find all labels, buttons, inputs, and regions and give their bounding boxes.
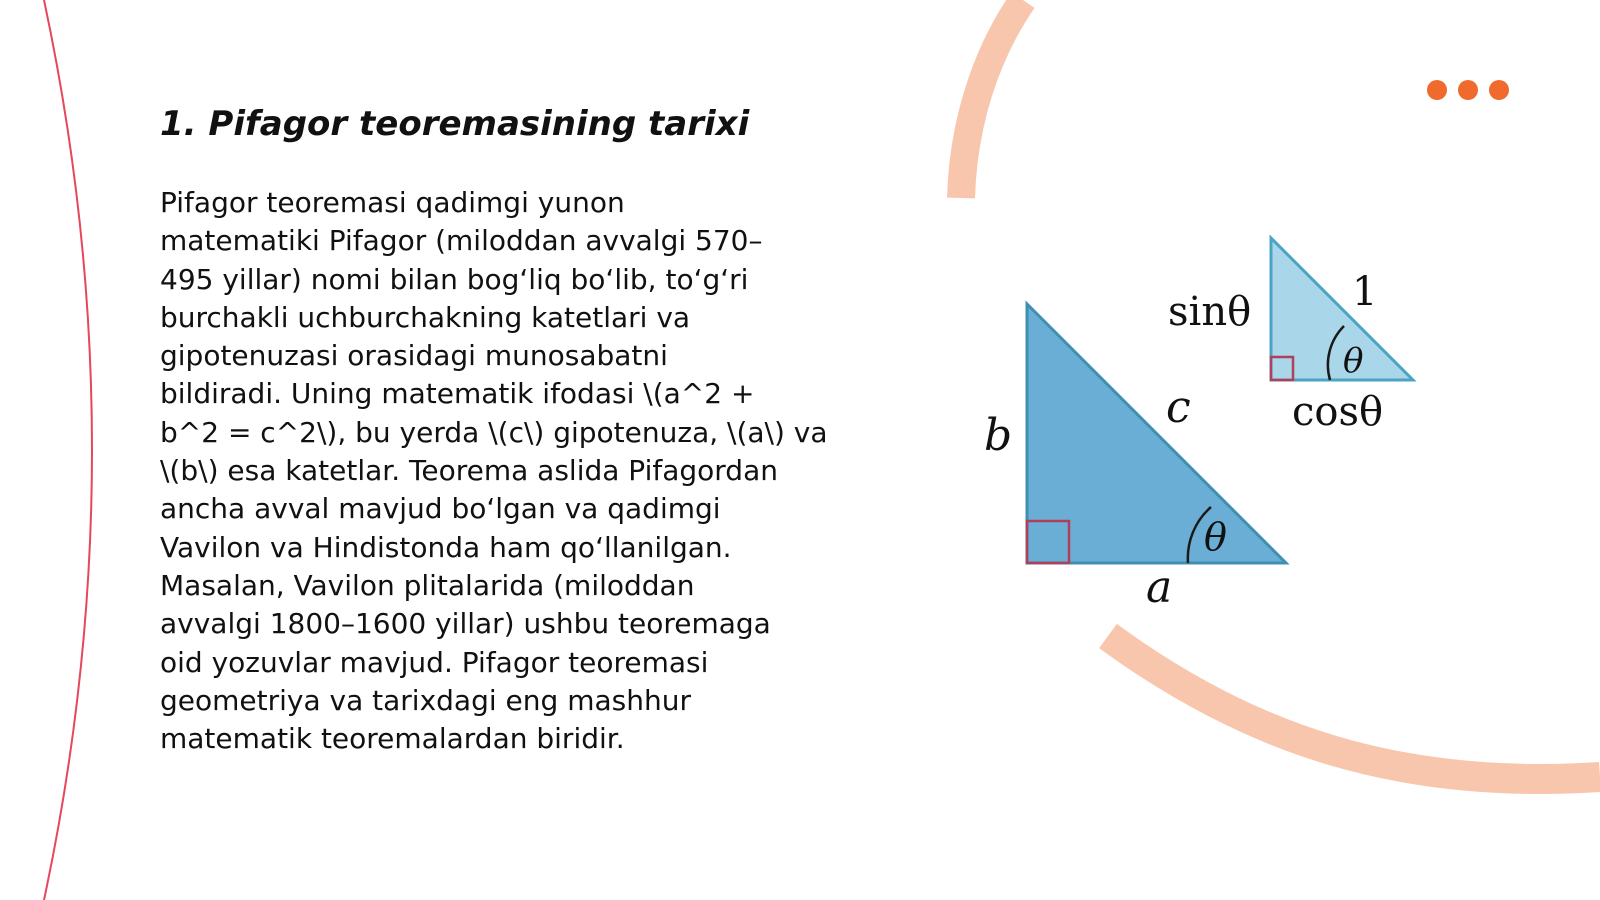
- small-angle-label: θ: [1343, 341, 1364, 381]
- paragraph-line: avvalgi 1800–1600 yillar) ushbu teoremaga: [160, 607, 771, 641]
- pythagorean-triangle-figure: [960, 220, 1420, 620]
- paragraph-line: burchakli uchburchakning katetlari va: [160, 300, 691, 334]
- paragraph-line: geometriya va tarixdagi eng mashhur: [160, 683, 691, 717]
- dot-icon: [1427, 80, 1447, 100]
- paragraph-line: b^2 = c^2\), bu yerda \(c\) gipotenuza, \(a\) va: [160, 415, 828, 449]
- hypotenuse-one-label: 1: [1352, 269, 1378, 315]
- paragraph-line: oid yozuvlar mavjud. Pifagor teoremasi: [160, 645, 709, 679]
- large-angle-label: θ: [1204, 515, 1227, 559]
- paragraph-line: Vavilon va Hindistonda ham qo‘llanilgan.: [160, 530, 732, 564]
- three-dots-icon: [1427, 80, 1509, 100]
- slide-paragraph: [160, 184, 850, 758]
- side-a-label: a: [1146, 562, 1173, 613]
- cos-theta-label: cosθ: [1292, 389, 1384, 435]
- left-border-line: [44, 0, 92, 900]
- paragraph-line: gipotenuzasi orasidagi munosabatni: [160, 339, 668, 373]
- paragraph-line: matematiki Pifagor (miloddan avvalgi 570–: [160, 224, 763, 258]
- dot-icon: [1489, 80, 1509, 100]
- dot-icon: [1458, 80, 1478, 100]
- paragraph-line: Masalan, Vavilon plitalarida (miloddan: [160, 568, 695, 602]
- paragraph-line: 495 yillar) nomi bilan bog‘liq bo‘lib, to‘g‘ri: [160, 262, 749, 296]
- paragraph-line: Pifagor teoremasi qadimgi yunon: [160, 186, 625, 219]
- paragraph-line: matematik teoremalardan biridir.: [160, 722, 625, 756]
- slide-title: 1. Pifagor teoremasining tarixi: [160, 104, 750, 144]
- paragraph-line: ancha avval mavjud bo‘lgan va qadimgi: [160, 492, 721, 526]
- side-b-label: b: [984, 410, 1013, 461]
- upper-arc-decoration: [961, 0, 1023, 198]
- lower-arc-decoration: [1108, 636, 1600, 779]
- sin-theta-label: sinθ: [1168, 289, 1252, 335]
- paragraph-line: bildiradi. Uning matematik ifodasi \(a^2 +: [160, 377, 755, 411]
- side-c-label: c: [1166, 382, 1191, 433]
- large-right-triangle: [1027, 304, 1286, 563]
- paragraph-line: \(b\) esa katetlar. Teorema aslida Pifagordan: [160, 454, 778, 488]
